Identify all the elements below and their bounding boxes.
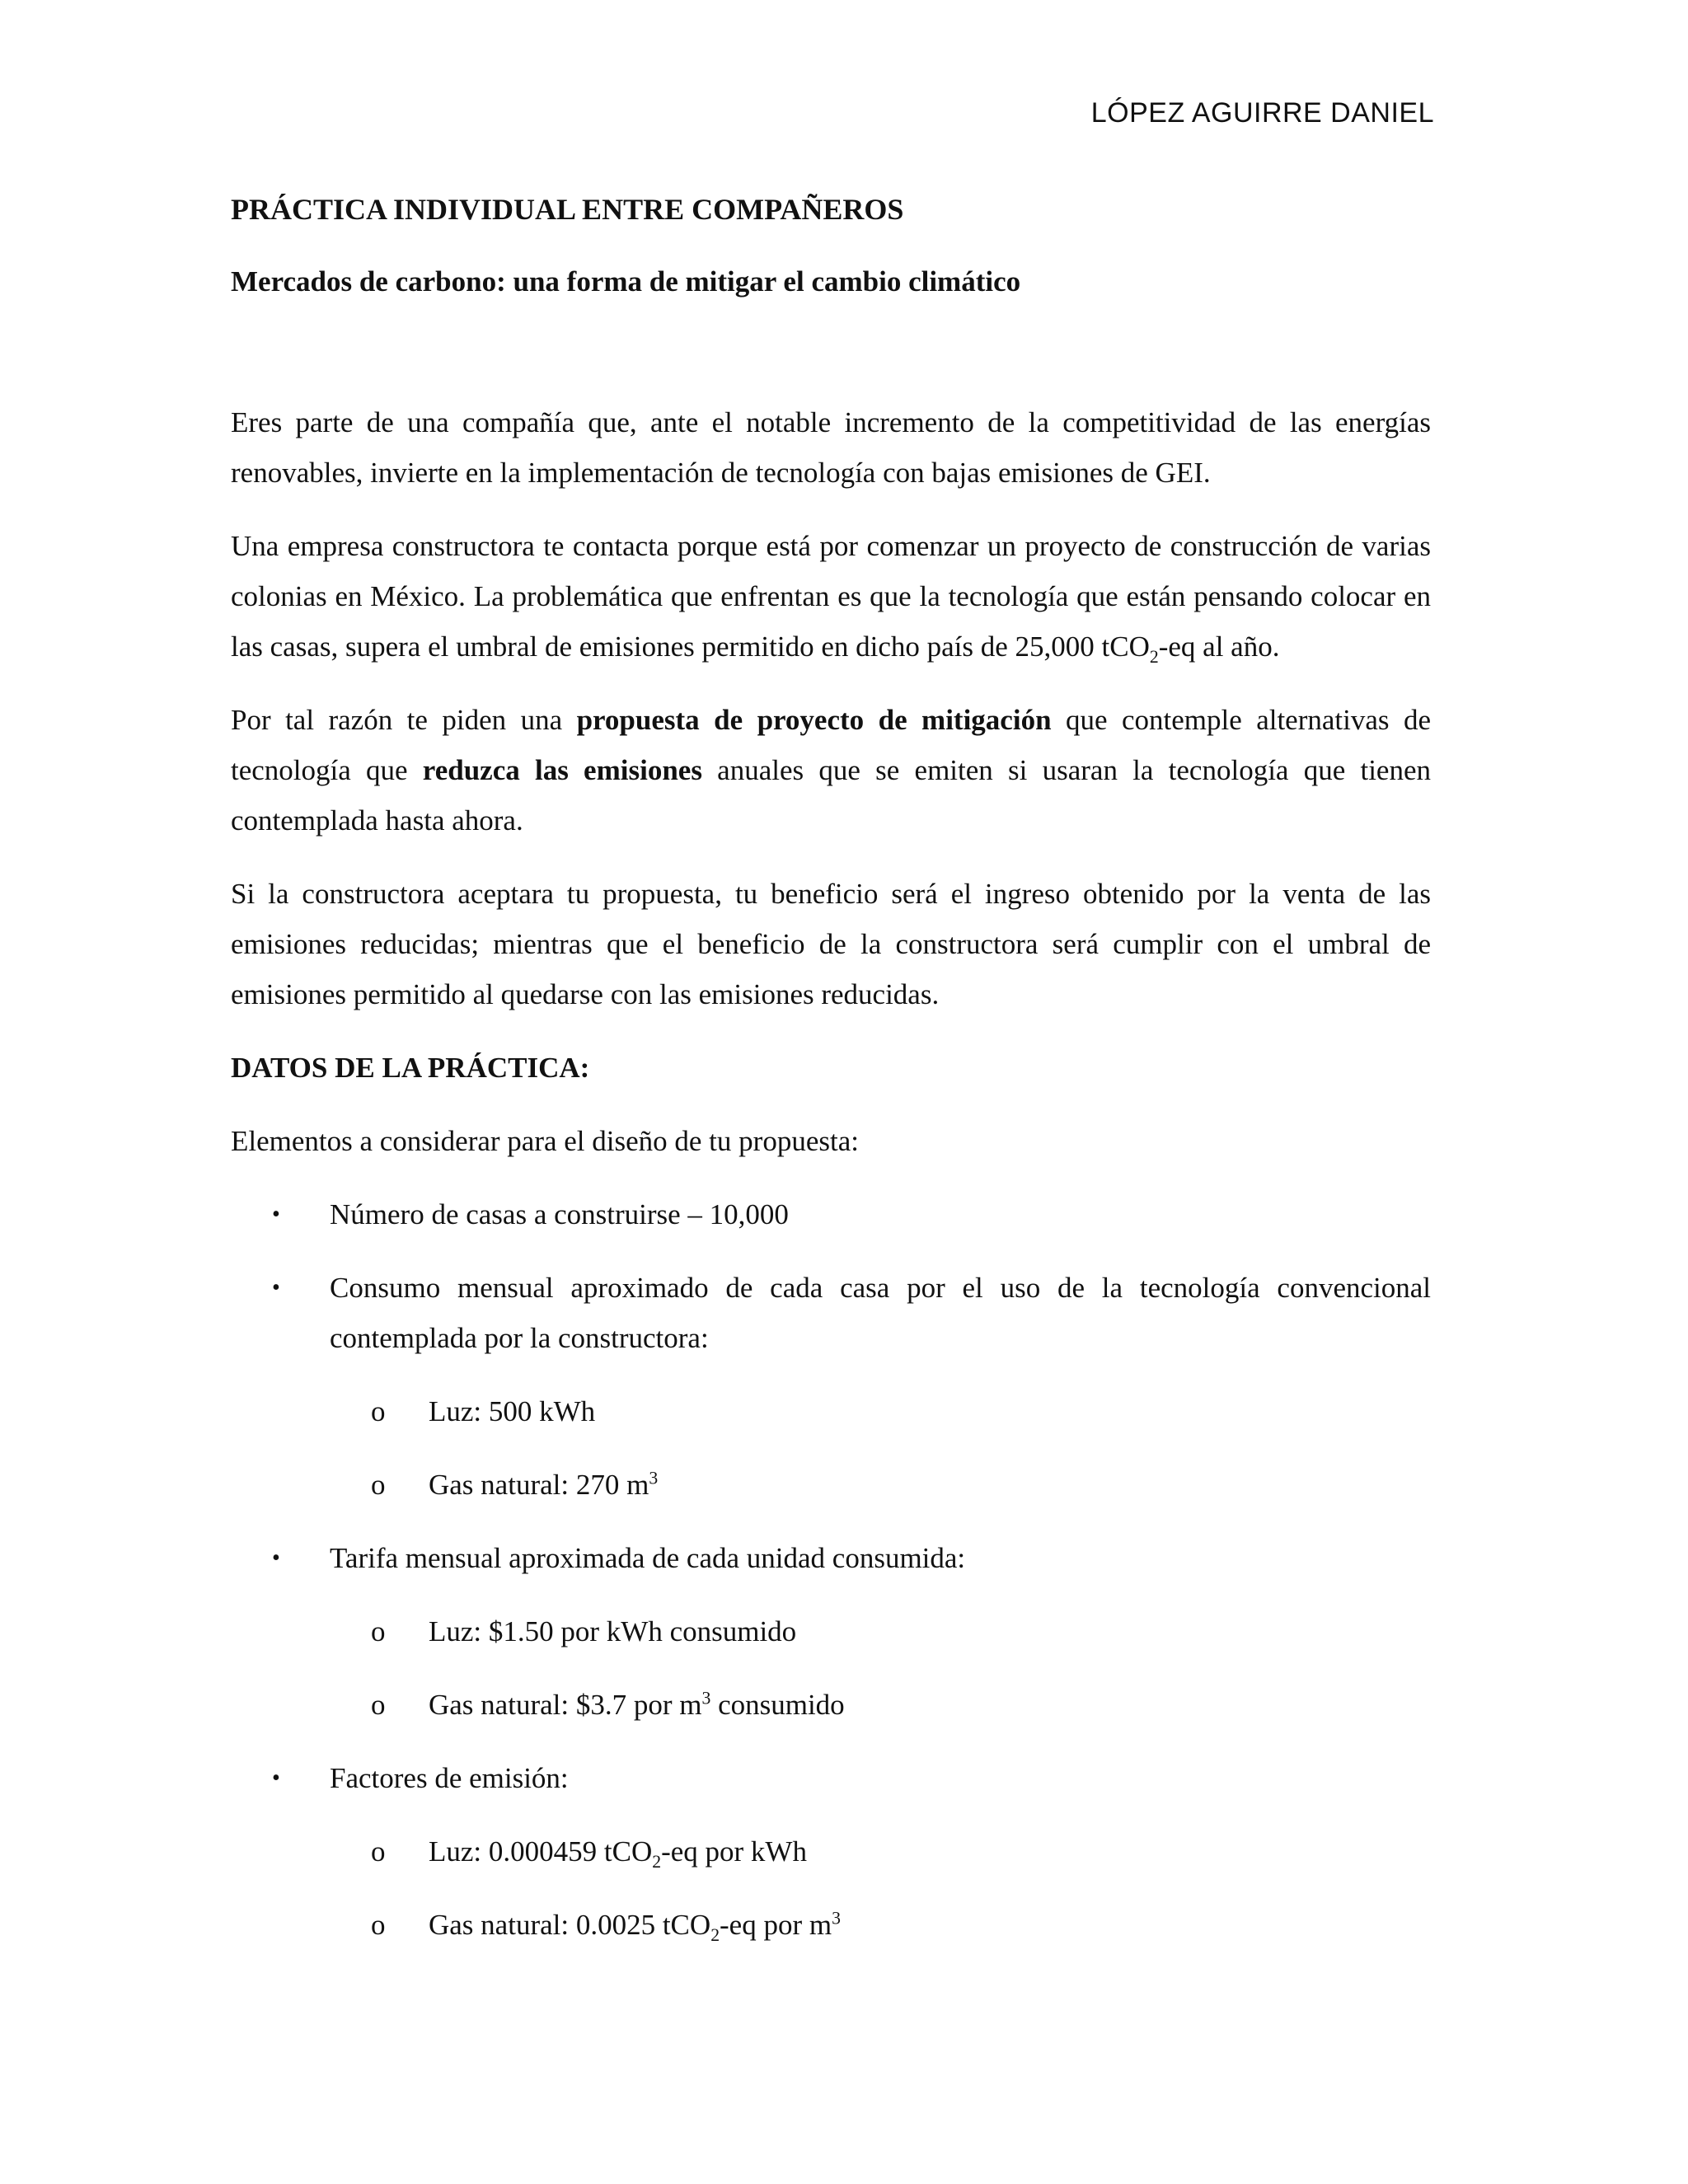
sub-list-tarifa [231, 1606, 1431, 1730]
sub-item-tarifa-luz [231, 1606, 1431, 1657]
list-item-text: Tarifa mensual aproximada de cada unidad consumida: [330, 1542, 966, 1574]
subscript: 2 [652, 1852, 662, 1872]
sub-item-factor-gas [231, 1900, 1431, 1950]
bullet-icon: • [272, 1202, 280, 1227]
superscript: 3 [649, 1468, 659, 1488]
superscript: 3 [832, 1908, 841, 1929]
paragraph-beneficio: Si la constructora aceptara tu propuesta, tu beneficio será el ingreso obtenido por la venta de las emisiones reducidas; mientras que el beneficio de la constructora será cumplir con el umbral de emisiones permitido al quedarse con las emisiones reducidas. [231, 878, 1431, 1010]
circle-bullet-icon: o [371, 1469, 386, 1501]
sub-list-wrapper [231, 1606, 1431, 1730]
elements-intro: Elementos a considerar para el diseño de tu propuesta: [231, 1125, 859, 1157]
list-item-tarifa [231, 1533, 1431, 1583]
list-item-text: Consumo mensual aproximado de cada casa por el uso de la tecnología convencional contemplada por la constructora: [330, 1272, 1431, 1354]
list-item-consumo [231, 1263, 1431, 1363]
circle-bullet-icon: o [371, 1615, 386, 1647]
sub-item-text: -eq por kWh [661, 1835, 807, 1868]
subscript: 2 [1149, 647, 1159, 667]
sub-item-text: Gas natural: 0.0025 tCO [429, 1909, 711, 1941]
sub-item-text: Luz: $1.50 por kWh consumido [429, 1615, 797, 1647]
elements-list [231, 1189, 1431, 1950]
sub-item-text: Luz: 0.000459 tCO [429, 1835, 653, 1868]
list-item-text: Número de casas a construirse – 10,000 [330, 1198, 789, 1230]
text: anuales que se emiten si usaran la tecnología que tienen contemplada hasta ahora. [231, 754, 1431, 837]
document-body [231, 185, 1431, 1950]
section-title-datos: DATOS DE LA PRÁCTICA: [231, 1052, 590, 1084]
sub-list-consumo [231, 1386, 1431, 1510]
sub-item-text: -eq por m [720, 1909, 832, 1941]
bold-text-propuesta: propuesta de proyecto de mitigación [576, 704, 1052, 736]
document-subtitle: Mercados de carbono: una forma de mitigar el cambio climático [231, 265, 1021, 298]
subscript: 2 [710, 1925, 720, 1945]
bullet-icon: • [272, 1545, 280, 1571]
sub-item-consumo-luz [231, 1386, 1431, 1436]
circle-bullet-icon: o [371, 1395, 386, 1427]
sub-list-factores [231, 1826, 1431, 1950]
circle-bullet-icon: o [371, 1689, 386, 1721]
bullet-icon: • [272, 1275, 280, 1301]
document-title: PRÁCTICA INDIVIDUAL ENTRE COMPAÑEROS [231, 193, 904, 226]
text: -eq al año. [1158, 630, 1280, 663]
bold-text-reduzca: reduzca las emisiones [422, 754, 702, 786]
sub-item-text: Gas natural: 270 m [429, 1469, 649, 1501]
bullet-icon: • [272, 1765, 280, 1791]
sub-item-tarifa-gas [231, 1680, 1431, 1730]
list-item-factores [231, 1753, 1431, 1803]
sub-item-consumo-gas [231, 1460, 1431, 1510]
sub-item-factor-luz [231, 1826, 1431, 1877]
paragraph-propuesta [231, 695, 1431, 846]
paragraph-intro-company: Eres parte de una compañía que, ante el notable incremento de la competitividad de las energías renovables, invierte en la implementación de tecnología con bajas emisiones de GEI. [231, 406, 1431, 489]
sub-item-text: Gas natural: $3.7 por m [429, 1689, 702, 1721]
circle-bullet-icon: o [371, 1835, 386, 1868]
sub-item-text: consumido [710, 1689, 845, 1721]
list-item-casas [231, 1189, 1431, 1240]
author-header: LÓPEZ AGUIRRE DANIEL [1090, 97, 1434, 129]
sub-list-wrapper [231, 1826, 1431, 1950]
circle-bullet-icon: o [371, 1909, 386, 1941]
sub-list-wrapper [231, 1386, 1431, 1510]
sub-item-text: Luz: 500 kWh [429, 1395, 596, 1427]
list-item-text: Factores de emisión: [330, 1762, 569, 1794]
superscript: 3 [701, 1688, 711, 1708]
text: que contemple alternativas de tecnología que [231, 704, 1431, 786]
paragraph-constructora [231, 521, 1431, 672]
text: Por tal razón te piden una [231, 704, 577, 736]
text: Una empresa constructora te contacta porque está por comenzar un proyecto de construcción de varias colonias en México. La problemática que enfrentan es que la tecnología que están pensando colocar en las casas, supera el umbral de emisiones permitido en dicho país de 25,000 tCO [231, 530, 1431, 663]
